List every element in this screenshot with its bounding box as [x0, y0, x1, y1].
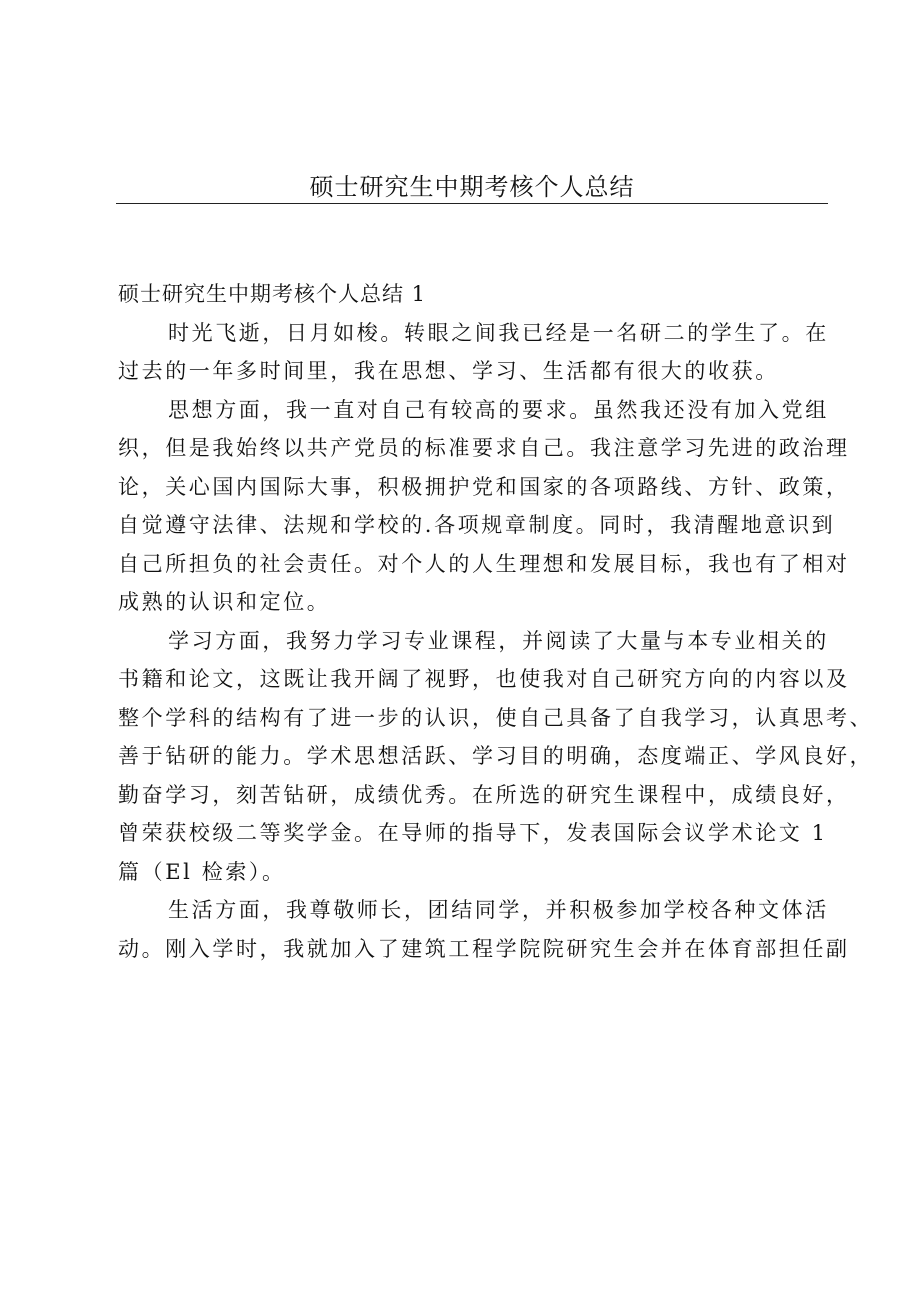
paragraph-line: 动。刚入学时，我就加入了建筑工程学院院研究生会并在体育部担任副 — [118, 936, 850, 961]
paragraph-line: 学习方面，我努力学习专业课程，并阅读了大量与本专业相关的 — [168, 628, 829, 653]
paragraph-line: 时光飞逝，日月如梭。转眼之间我已经是一名研二的学生了。在 — [168, 320, 829, 345]
paragraph-line: 织，但是我始终以共产党员的标准要求自己。我注意学习先进的政治理 — [118, 436, 850, 460]
paragraph-line: 生活方面，我尊敬师长，团结同学，并积极参加学校各种文体活 — [168, 898, 829, 922]
paragraph-line: 过去的一年多时间里，我在思想、学习、生活都有很大的收获。 — [118, 359, 779, 383]
document-body — [118, 275, 874, 968]
paragraph-line: 整个学科的结构有了进一步的认识，使自己具备了自我学习，认真思考、 — [118, 705, 874, 730]
paragraph-life — [118, 891, 850, 968]
paragraph-line: 曾荣获校级二等奖学金。在导师的指导下，发表国际会议学术论文 1 — [118, 821, 828, 845]
paragraph-line: 自己所担负的社会责任。对个人的人生理想和发展目标，我也有了相对 — [118, 551, 850, 576]
paragraph-ideology — [118, 391, 850, 622]
paragraph-thought-intro — [118, 314, 830, 391]
paragraph-line: 思想方面，我一直对自己有较高的要求。虽然我还没有加入党组 — [168, 397, 829, 422]
section-title: 硕士研究生中期考核个人总结 1 — [118, 282, 427, 306]
paragraph-line: 篇（El 检索）。 — [118, 859, 286, 884]
paragraph-line: 善于钻研的能力。学术思想活跃、学习目的明确，态度端正、学风良好， — [118, 744, 874, 768]
paragraph-line: 书籍和论文，这既让我开阔了视野，也使我对自己研究方向的内容以及 — [118, 667, 850, 691]
title-underline — [116, 203, 828, 204]
paragraph-line: 论，关心国内国际大事，积极拥护党和国家的各项路线、方针、政策， — [118, 474, 850, 499]
paragraph-line: 自觉遵守法律、法规和学校的.各项规章制度。同时，我清醒地意识到 — [118, 513, 836, 537]
paragraph-line: 勤奋学习，刻苦钻研，成绩优秀。在所选的研究生课程中，成绩良好， — [118, 782, 850, 807]
paragraph-line: 成熟的认识和定位。 — [118, 590, 331, 614]
paragraph-study — [118, 622, 874, 892]
document-title: 硕士研究生中期考核个人总结 — [309, 173, 635, 201]
